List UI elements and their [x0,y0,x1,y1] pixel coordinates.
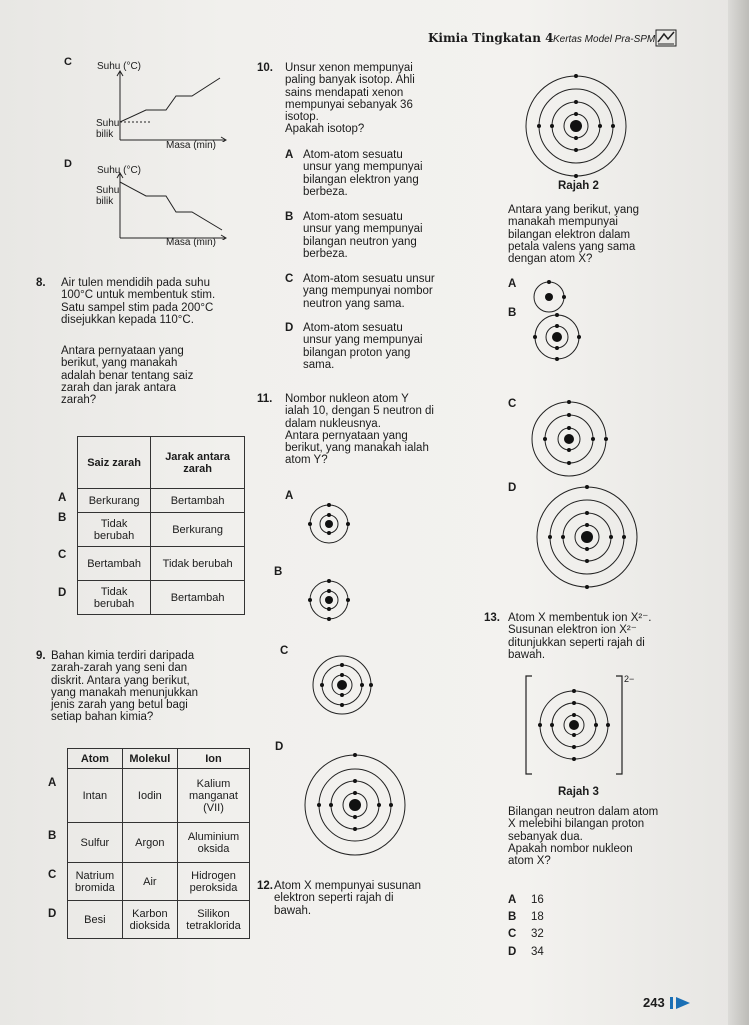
q9-text: Bahan kimia terdiri daripada zarah-zarah yang seni dan diskrit. Antara yang berikut, yang manakah menunjukkan jenis zarah yang betul bagi setiap bahan kimia? [51,650,199,724]
q11-option-c-atom-diagram [310,653,374,717]
q9-cell: Karbon dioksida [122,901,177,939]
q13-option-label: B [508,911,517,923]
graph-d-letter: D [64,158,72,170]
graph-c-temp-label: Suhu bilik [96,118,120,140]
q8-header-size: Saiz zarah [78,437,151,489]
q12-option-d-atom-diagram [534,484,640,590]
q9-cell: Sulfur [68,823,123,863]
q10-option-label: C [285,273,294,285]
graph-d-xlabel: Masa (min) [166,237,217,248]
q9-cell: Natrium bromida [68,863,123,901]
q12-option-c-atom-diagram [530,400,608,478]
page-edge [728,0,749,1025]
q9-cell: Argon [122,823,177,863]
q8-row-label: D [58,587,67,599]
q9-cell: Besi [68,901,123,939]
q9-header-ion: Ion [177,749,249,769]
q12-option-a-atom-diagram [532,280,566,314]
q10-text: Unsur xenon mempunyai paling banyak isotop. Ahli sains mendapati xenon mempunyai sebanyak 36 isotop. Apakah isotop? [285,62,415,136]
q12-number: 12. [257,880,273,892]
q11-option-d-atom-diagram [302,752,408,858]
graph-d-plot [110,172,230,240]
header-subtitle: Kertas Model Pra-SPM [553,34,656,45]
q10-option-text: Atom-atom sesuatu unsur yang mempunyai bilangan neutron yang berbeza. [303,211,423,260]
q8-cell: Bertambah [151,581,245,615]
q9-cell: Intan [68,769,123,823]
q10-option-label: B [285,211,294,223]
graph-d-temp-label: Suhu bilik [96,185,120,207]
q9-row-label: A [48,777,57,789]
q9-header-molecule: Molekul [122,749,177,769]
q10-number: 10. [257,62,273,74]
graph-c-plot [110,70,230,142]
q8-cell: Tidak berubah [78,513,151,547]
q12-text: Atom X mempunyai susunan elektron seperti rajah di bawah. [274,880,422,917]
q9-cell: Kalium manganat (VII) [177,769,249,823]
q8-cell: Berkurang [78,489,151,513]
q8-table [77,436,245,615]
q10-option-label: D [285,322,294,334]
q13-question: Bilangan neutron dalam atom X melebihi bilangan proton sebanyak dua. Apakah nombor nukleon atom X? [508,806,659,868]
q11-option-label: D [275,741,284,753]
q13-option-value: 32 [531,928,544,940]
rajah-2-atom-diagram [524,74,628,178]
q9-cell: Air [122,863,177,901]
graph-c-letter: C [64,56,72,68]
q12-option-label: B [508,307,517,319]
q9-cell: Iodin [122,769,177,823]
graph-c-ylabel: Suhu (°C) [97,61,142,72]
q12-option-label: C [508,398,517,410]
corner-logo-icon [655,29,677,47]
q8-row-label: A [58,492,67,504]
rajah-3-label: Rajah 3 [558,786,599,798]
q10-option-label: A [285,149,294,161]
q11-option-b-atom-diagram [304,575,354,625]
q9-cell: Silikon tetraklorida [177,901,249,939]
q10-option-text: Atom-atom sesuatu unsur yang mempunyai bilangan proton yang sama. [303,322,423,371]
rajah-3-charge: 2− [624,674,635,684]
q9-table [67,748,250,939]
q13-option-value: 16 [531,894,544,906]
graph-d-ylabel: Suhu (°C) [97,165,142,176]
q8-number: 8. [36,277,46,289]
q12-option-b-atom-diagram [530,310,584,364]
q13-option-label: D [508,946,517,958]
q11-option-label: A [285,490,294,502]
q11-text: Nombor nukleon atom Y ialah 10, dengan 5 neutron di dalam nukleusnya. Antara pernyataan yang berikut, yang manakah ialah atom Y? [285,393,434,467]
q8-header-distance: Jarak antara zarah [151,437,245,489]
q13-text: Atom X membentuk ion X²⁻. Susunan elektron ion X²⁻ ditunjukkan seperti rajah di bawah. [508,612,652,661]
q13-option-label: A [508,894,517,906]
next-page-arrow-icon [670,996,692,1010]
q9-row-label: C [48,869,57,881]
page-number: 243 [643,995,665,1010]
q9-row-label: B [48,830,57,842]
q8-text: Air tulen mendidih pada suhu 100°C untuk membentuk stim. Satu sampel stim pada 200°C disejukkan kepada 110°C. [61,277,216,326]
q10-option-text: Atom-atom sesuatu unsur yang mempunyai nombor neutron yang sama. [303,273,435,310]
q8-cell: Tidak berubah [78,581,151,615]
q12-question: Antara yang berikut, yang manakah mempunyai bilangan elektron dalam petala valens yang sama dengan atom X? [508,204,640,266]
q8-cell: Tidak berubah [151,547,245,581]
q12-option-label: A [508,278,517,290]
q13-option-value: 34 [531,946,544,958]
q11-option-label: C [280,645,289,657]
q8-row-label: C [58,549,67,561]
q13-number: 13. [484,612,500,624]
q8-row-label: B [58,512,67,524]
q9-cell: Aluminium oksida [177,823,249,863]
q8-cell: Bertambah [78,547,151,581]
rajah-3-ion-diagram [522,672,626,778]
q13-option-value: 18 [531,911,544,923]
q13-option-label: C [508,928,517,940]
q11-number: 11. [257,393,273,405]
q9-number: 9. [36,650,46,662]
q9-row-label: D [48,908,57,920]
q8-cell: Bertambah [151,489,245,513]
q9-header-atom: Atom [68,749,123,769]
q9-cell: Hidrogen peroksida [177,863,249,901]
q8-cell: Berkurang [151,513,245,547]
q12-option-label: D [508,482,517,494]
q11-option-a-atom-diagram [304,499,354,549]
q10-option-text: Atom-atom sesuatu unsur yang mempunyai bilangan elektron yang berbeza. [303,149,423,198]
graph-c-xlabel: Masa (min) [166,140,217,151]
header-title: Kimia Tingkatan 4 [428,31,554,45]
q11-option-label: B [274,566,283,578]
q8-question: Antara pernyataan yang berikut, yang manakah adalah benar tentang saiz zarah dan jarak antara zarah? [61,345,194,407]
rajah-2-label: Rajah 2 [558,180,599,192]
